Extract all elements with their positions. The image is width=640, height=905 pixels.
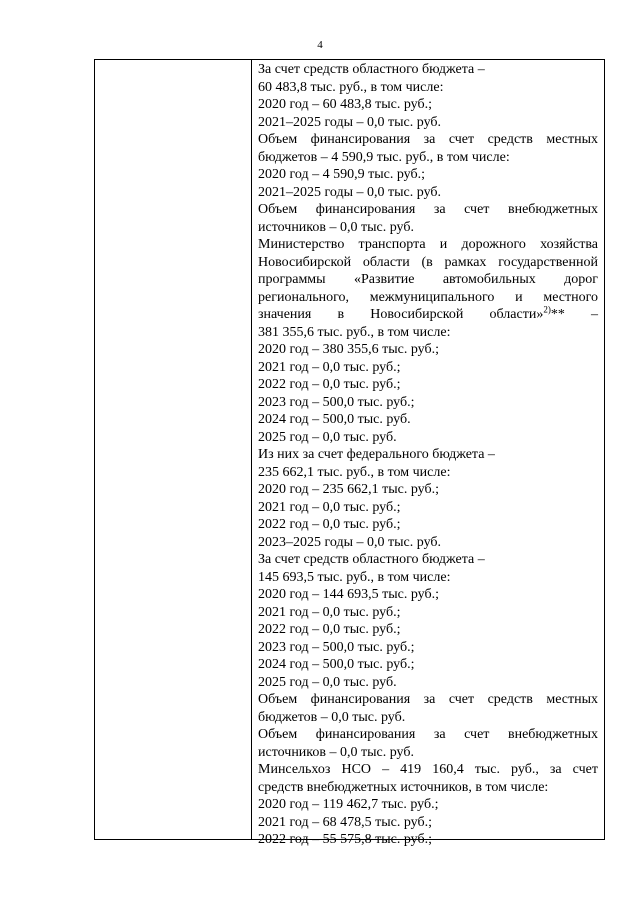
text-line-content: 2021 год – 0,0 тыс. руб.; (258, 359, 401, 375)
text-line (258, 61, 598, 79)
text-line-content: Объем финансирования за счет средств местных (258, 132, 598, 147)
text-line (258, 621, 598, 639)
text-line-content: 2021–2025 годы – 0,0 тыс. руб. (258, 114, 442, 130)
text-line-content: 2021 год – 68 478,5 тыс. руб.; (258, 814, 432, 830)
text-line (258, 534, 598, 552)
text-line-content: Из них за счет федерального бюджета – (258, 447, 495, 462)
text-line (258, 744, 598, 762)
text-line (258, 96, 598, 114)
text-line-content: бюджетов – 0,0 тыс. руб. (258, 709, 406, 725)
text-line (258, 464, 598, 482)
text-line-content: 2020 год – 235 662,1 тыс. руб.; (258, 482, 439, 497)
text-line-content: 2020 год – 4 590,9 тыс. руб.; (258, 167, 425, 182)
text-line (258, 604, 598, 622)
text-line-content: Новосибирской области (в рамках государственной (258, 254, 598, 270)
funding-text-block (258, 61, 598, 849)
text-line-content: 2021 год – 0,0 тыс. руб.; (258, 604, 401, 620)
text-line (258, 761, 598, 779)
text-line-content: 2021 год – 0,0 тыс. руб.; (258, 499, 401, 515)
text-line (258, 656, 598, 674)
text-line (258, 271, 598, 289)
text-line-content: Министерство транспорта и дорожного хозяйства (258, 237, 598, 252)
text-line-content: 2024 год – 500,0 тыс. руб. (258, 412, 411, 427)
text-line (258, 639, 598, 657)
text-line-content: 2022 год – 0,0 тыс. руб.; (258, 517, 401, 532)
text-line-content: 2023–2025 годы – 0,0 тыс. руб. (258, 534, 442, 550)
text-line-content: 2022 год – 55 575,8 тыс. руб.; (258, 832, 432, 847)
text-line-content: значения в Новосибирской области» (258, 307, 544, 322)
text-line-content: 60 483,8 тыс. руб., в том числе: (258, 79, 444, 95)
text-line (258, 499, 598, 517)
text-line-content: 381 355,6 тыс. руб., в том числе: (258, 324, 451, 340)
text-line-content: 2023 год – 500,0 тыс. руб.; (258, 394, 415, 410)
text-line (258, 569, 598, 587)
text-line-content: Объем финансирования за счет внебюджетных (258, 202, 598, 217)
text-line (258, 709, 598, 727)
text-line (258, 831, 598, 849)
text-line (258, 726, 598, 744)
text-line-content: 2022 год – 0,0 тыс. руб.; (258, 622, 401, 637)
text-line-content: 2025 год – 0,0 тыс. руб. (258, 429, 397, 445)
text-line (258, 149, 598, 167)
text-line-content: регионального, межмуниципального и местного (258, 289, 598, 305)
text-line (258, 324, 598, 342)
text-line (258, 236, 598, 254)
text-line-content: 2021–2025 годы – 0,0 тыс. руб. (258, 184, 442, 200)
text-line (258, 79, 598, 97)
footnote-marker: 2) (543, 304, 551, 315)
text-line-content: средств внебюджетных источников, в том числе: (258, 779, 549, 795)
text-line (258, 814, 598, 832)
text-line-content: 2020 год – 60 483,8 тыс. руб.; (258, 97, 432, 112)
text-line (258, 359, 598, 377)
text-line (258, 184, 598, 202)
text-line (258, 691, 598, 709)
text-line (258, 481, 598, 499)
text-line-content: бюджетов – 4 590,9 тыс. руб., в том числе: (258, 149, 510, 165)
text-line-content: 2024 год – 500,0 тыс. руб.; (258, 657, 415, 672)
text-line (258, 551, 598, 569)
text-line (258, 131, 598, 149)
text-line-content: Объем финансирования за счет средств местных (258, 692, 598, 707)
text-line-content: 2020 год – 119 462,7 тыс. руб.; (258, 797, 439, 812)
text-line (258, 166, 598, 184)
text-line (258, 376, 598, 394)
text-line-content: 2020 год – 380 355,6 тыс. руб.; (258, 342, 439, 357)
text-line-suffix: ** – (550, 307, 599, 322)
text-line (258, 446, 598, 464)
text-line-content: источников – 0,0 тыс. руб. (258, 219, 414, 235)
text-line-content: 2020 год – 144 693,5 тыс. руб.; (258, 587, 439, 602)
text-line-content: 2022 год – 0,0 тыс. руб.; (258, 377, 401, 392)
text-line-content: 2023 год – 500,0 тыс. руб.; (258, 639, 415, 655)
text-line-content: 145 693,5 тыс. руб., в том числе: (258, 569, 451, 585)
text-line-content: Минсельхоз НСО – 419 160,4 тыс. руб., за счет (258, 762, 598, 777)
text-line (258, 429, 598, 447)
table-right-cell (258, 61, 599, 847)
text-line (258, 306, 598, 324)
text-line-content: Объем финансирования за счет внебюджетных (258, 727, 598, 742)
text-line-content: За счет средств областного бюджета – (258, 552, 485, 567)
text-line (258, 341, 598, 359)
text-line (258, 219, 598, 237)
text-line (258, 586, 598, 604)
text-line (258, 254, 598, 272)
text-line (258, 394, 598, 412)
funding-table (94, 59, 605, 847)
text-line-content: программы «Развитие автомобильных дорог (258, 272, 598, 287)
text-line (258, 674, 598, 692)
text-line (258, 201, 598, 219)
text-line (258, 411, 598, 429)
text-line-content: 2025 год – 0,0 тыс. руб. (258, 674, 397, 690)
text-line (258, 516, 598, 534)
text-line-content: 235 662,1 тыс. руб., в том числе: (258, 464, 451, 480)
text-line (258, 796, 598, 814)
text-line-content: источников – 0,0 тыс. руб. (258, 744, 414, 760)
text-line-content: За счет средств областного бюджета – (258, 62, 485, 77)
text-line (258, 779, 598, 797)
text-line (258, 114, 598, 132)
page-number: 4 (317, 39, 323, 51)
table-left-cell (95, 60, 252, 839)
